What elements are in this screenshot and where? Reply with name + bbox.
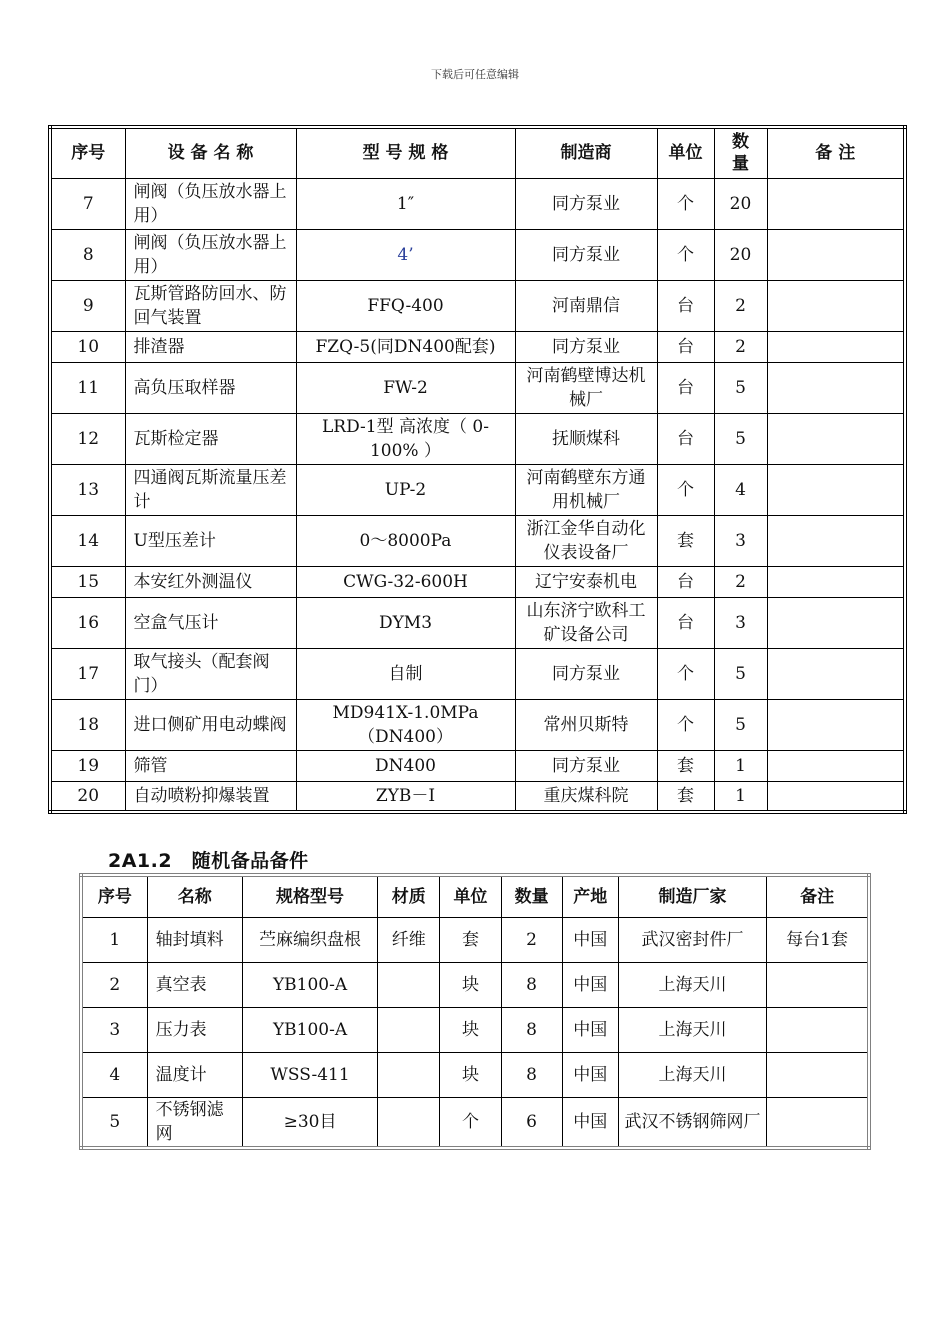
cell-unit: 个 [657, 229, 714, 280]
col-header-origin: 产地 [562, 875, 618, 917]
cell-name: 四通阀瓦斯流量压差计 [125, 464, 296, 515]
cell-unit: 个 [440, 1097, 501, 1148]
cell-unit: 套 [657, 515, 714, 566]
col-header-note: 备 注 [767, 127, 905, 178]
cell-unit: 台 [657, 566, 714, 597]
cell-unit: 套 [657, 750, 714, 781]
cell-qty: 20 [714, 229, 767, 280]
cell-maker: 河南鹤壁博达机械厂 [515, 362, 657, 413]
cell-note [767, 178, 905, 229]
cell-material [378, 1052, 440, 1097]
cell-spec: WSS-411 [242, 1052, 377, 1097]
table-row [50, 464, 905, 515]
table-row [50, 515, 905, 566]
cell-spec: 苎麻编织盘根 [242, 917, 377, 962]
cell-note [767, 750, 905, 781]
cell-qty: 5 [714, 362, 767, 413]
col-header-no: 序号 [81, 875, 147, 917]
cell-spec: 自制 [296, 648, 515, 699]
cell-no: 2 [81, 962, 147, 1007]
cell-no: 15 [50, 566, 125, 597]
cell-note [767, 229, 905, 280]
spare-parts-table [79, 873, 871, 1150]
table-row [81, 1097, 869, 1148]
cell-spec: ZYB－Ⅰ [296, 781, 515, 812]
cell-no: 16 [50, 597, 125, 648]
cell-qty: 5 [714, 413, 767, 464]
cell-name: U型压差计 [125, 515, 296, 566]
cell-spec: FFQ-400 [296, 280, 515, 331]
cell-maker: 上海天川 [618, 1052, 766, 1097]
cell-no: 18 [50, 699, 125, 750]
col-header-note: 备注 [767, 875, 869, 917]
cell-maker: 同方泵业 [515, 178, 657, 229]
cell-maker: 常州贝斯特 [515, 699, 657, 750]
table-row [50, 699, 905, 750]
cell-name: 瓦斯检定器 [125, 413, 296, 464]
cell-name: 高负压取样器 [125, 362, 296, 413]
cell-unit: 块 [440, 1052, 501, 1097]
cell-unit: 台 [657, 597, 714, 648]
col-header-maker: 制造厂家 [618, 875, 766, 917]
cell-no: 9 [50, 280, 125, 331]
cell-note [767, 331, 905, 362]
cell-qty: 2 [714, 280, 767, 331]
page-header-note: 下载后可任意编辑 [431, 68, 519, 81]
cell-no: 12 [50, 413, 125, 464]
cell-note [767, 699, 905, 750]
cell-no: 20 [50, 781, 125, 812]
col-header-qty: 数 量 [714, 127, 767, 178]
cell-no: 7 [50, 178, 125, 229]
cell-note [767, 515, 905, 566]
cell-maker: 同方泵业 [515, 648, 657, 699]
cell-no: 4 [81, 1052, 147, 1097]
cell-name: 筛管 [125, 750, 296, 781]
cell-name: 轴封填料 [147, 917, 242, 962]
col-header-maker: 制造商 [515, 127, 657, 178]
table-row [50, 413, 905, 464]
cell-spec: YB100-A [242, 1007, 377, 1052]
cell-no: 19 [50, 750, 125, 781]
cell-maker: 同方泵业 [515, 229, 657, 280]
col-header-no: 序号 [50, 127, 125, 178]
cell-unit: 块 [440, 962, 501, 1007]
cell-maker: 上海天川 [618, 962, 766, 1007]
cell-origin: 中国 [562, 1097, 618, 1148]
cell-name: 取气接头（配套阀门） [125, 648, 296, 699]
cell-name: 压力表 [147, 1007, 242, 1052]
table-row [50, 781, 905, 812]
cell-origin: 中国 [562, 1052, 618, 1097]
cell-qty: 8 [501, 1007, 562, 1052]
cell-name: 自动喷粉抑爆装置 [125, 781, 296, 812]
cell-no: 8 [50, 229, 125, 280]
col-header-spec: 型 号 规 格 [296, 127, 515, 178]
cell-name: 温度计 [147, 1052, 242, 1097]
cell-unit: 个 [657, 464, 714, 515]
cell-qty: 8 [501, 962, 562, 1007]
cell-maker: 上海天川 [618, 1007, 766, 1052]
cell-material: 纤维 [378, 917, 440, 962]
cell-no: 5 [81, 1097, 147, 1148]
col-header-name: 设 备 名 称 [125, 127, 296, 178]
cell-spec: 4’ [296, 229, 515, 280]
cell-unit: 个 [657, 648, 714, 699]
cell-spec: YB100-A [242, 962, 377, 1007]
cell-unit: 套 [440, 917, 501, 962]
cell-spec: MD941X-1.0MPa（DN400） [296, 699, 515, 750]
cell-spec: DN400 [296, 750, 515, 781]
cell-note [767, 464, 905, 515]
cell-maker: 浙江金华自动化仪表设备厂 [515, 515, 657, 566]
cell-qty: 5 [714, 699, 767, 750]
cell-origin: 中国 [562, 1007, 618, 1052]
table-row [50, 362, 905, 413]
equipment-table-header-row [50, 127, 905, 178]
cell-note [767, 280, 905, 331]
cell-unit: 套 [657, 781, 714, 812]
section-title: 2A1.2 随机备品备件 [108, 850, 309, 872]
cell-name: 不锈钢滤网 [147, 1097, 242, 1148]
cell-name: 真空表 [147, 962, 242, 1007]
cell-note [767, 1052, 869, 1097]
cell-name: 进口侧矿用电动蝶阀 [125, 699, 296, 750]
cell-spec: 1″ [296, 178, 515, 229]
cell-note [767, 781, 905, 812]
cell-no: 17 [50, 648, 125, 699]
cell-material [378, 1007, 440, 1052]
col-header-spec: 规格型号 [242, 875, 377, 917]
cell-note [767, 1097, 869, 1148]
col-header-qty: 数量 [501, 875, 562, 917]
cell-qty: 3 [714, 597, 767, 648]
table-row [81, 962, 869, 1007]
cell-name: 闸阀（负压放水器上用） [125, 229, 296, 280]
cell-spec: LRD-1型 高浓度（ 0-100% ） [296, 413, 515, 464]
spare-parts-header-row [81, 875, 869, 917]
cell-unit: 台 [657, 280, 714, 331]
cell-maker: 河南鼎信 [515, 280, 657, 331]
cell-no: 3 [81, 1007, 147, 1052]
cell-qty: 20 [714, 178, 767, 229]
cell-no: 14 [50, 515, 125, 566]
cell-maker: 同方泵业 [515, 750, 657, 781]
cell-qty: 1 [714, 781, 767, 812]
col-header-unit: 单位 [657, 127, 714, 178]
cell-note [767, 597, 905, 648]
cell-material [378, 1097, 440, 1148]
cell-maker: 武汉不锈钢筛网厂 [618, 1097, 766, 1148]
cell-unit: 个 [657, 178, 714, 229]
cell-unit: 台 [657, 331, 714, 362]
cell-note [767, 648, 905, 699]
cell-qty: 2 [501, 917, 562, 962]
cell-origin: 中国 [562, 917, 618, 962]
table-row [50, 280, 905, 331]
table-row [50, 331, 905, 362]
col-header-unit: 单位 [440, 875, 501, 917]
cell-maker: 重庆煤科院 [515, 781, 657, 812]
cell-note: 每台1套 [767, 917, 869, 962]
table-row [50, 750, 905, 781]
cell-spec: UP-2 [296, 464, 515, 515]
cell-spec: FZQ-5(同DN400配套) [296, 331, 515, 362]
cell-maker: 河南鹤壁东方通用机械厂 [515, 464, 657, 515]
cell-name: 闸阀（负压放水器上用） [125, 178, 296, 229]
cell-note [767, 962, 869, 1007]
cell-no: 11 [50, 362, 125, 413]
table-row [50, 229, 905, 280]
table-row [50, 566, 905, 597]
cell-maker: 武汉密封件厂 [618, 917, 766, 962]
cell-note [767, 1007, 869, 1052]
table-row [81, 917, 869, 962]
cell-unit: 台 [657, 413, 714, 464]
table-row [81, 1007, 869, 1052]
cell-maker: 抚顺煤科 [515, 413, 657, 464]
cell-qty: 2 [714, 331, 767, 362]
cell-name: 本安红外测温仪 [125, 566, 296, 597]
cell-no: 1 [81, 917, 147, 962]
cell-qty: 8 [501, 1052, 562, 1097]
cell-note [767, 413, 905, 464]
cell-spec: DYM3 [296, 597, 515, 648]
table-row [81, 1052, 869, 1097]
cell-qty: 4 [714, 464, 767, 515]
table-row [50, 648, 905, 699]
equipment-table [48, 125, 907, 814]
cell-qty: 3 [714, 515, 767, 566]
cell-maker: 山东济宁欧科工矿设备公司 [515, 597, 657, 648]
cell-name: 排渣器 [125, 331, 296, 362]
cell-spec: ≥30目 [242, 1097, 377, 1148]
cell-origin: 中国 [562, 962, 618, 1007]
cell-no: 10 [50, 331, 125, 362]
cell-name: 瓦斯管路防回水、防回气装置 [125, 280, 296, 331]
cell-spec: FW-2 [296, 362, 515, 413]
cell-unit: 个 [657, 699, 714, 750]
cell-note [767, 566, 905, 597]
col-header-name: 名称 [147, 875, 242, 917]
cell-name: 空盒气压计 [125, 597, 296, 648]
table-row [50, 597, 905, 648]
table-row [50, 178, 905, 229]
cell-maker: 辽宁安泰机电 [515, 566, 657, 597]
cell-unit: 块 [440, 1007, 501, 1052]
cell-no: 13 [50, 464, 125, 515]
cell-qty: 6 [501, 1097, 562, 1148]
cell-spec: 0～8000Pa [296, 515, 515, 566]
cell-qty: 5 [714, 648, 767, 699]
cell-unit: 台 [657, 362, 714, 413]
cell-spec: CWG-32-600H [296, 566, 515, 597]
cell-qty: 1 [714, 750, 767, 781]
cell-qty: 2 [714, 566, 767, 597]
cell-note [767, 362, 905, 413]
cell-material [378, 962, 440, 1007]
cell-maker: 同方泵业 [515, 331, 657, 362]
col-header-material: 材质 [378, 875, 440, 917]
